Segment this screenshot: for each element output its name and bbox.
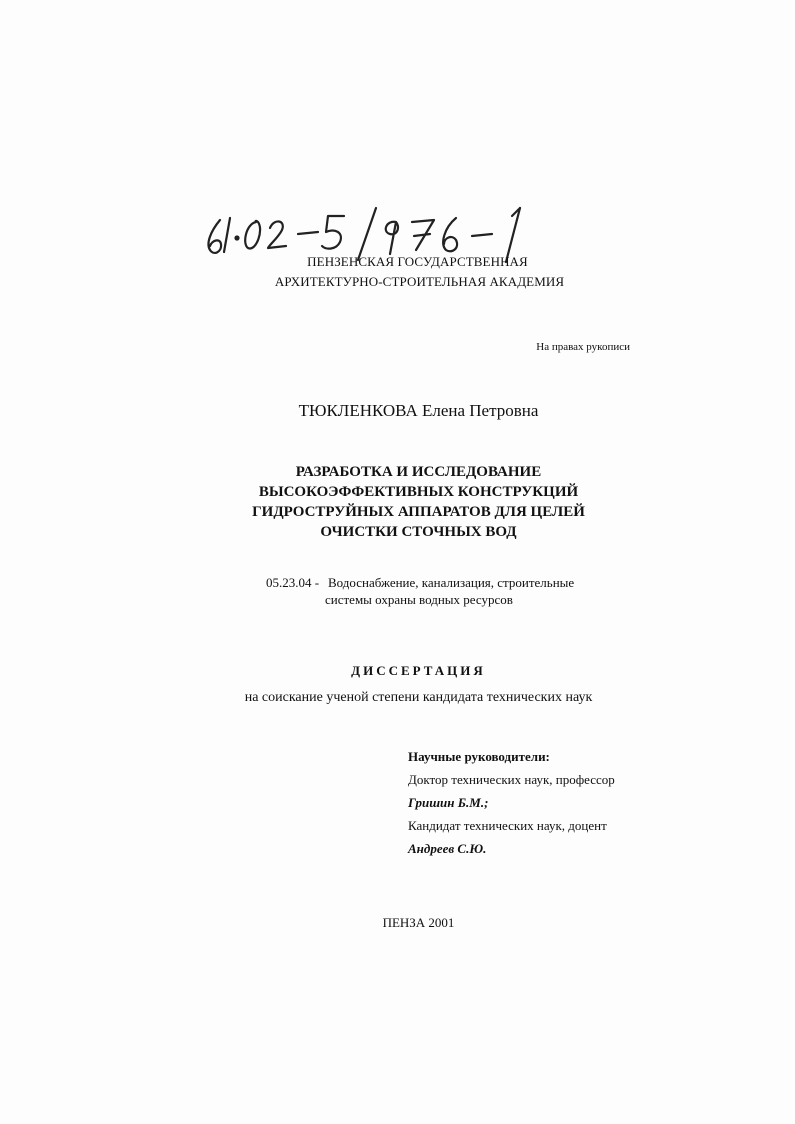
specialty-block	[266, 574, 574, 608]
dissertation-title	[0, 462, 795, 542]
specialty-code: 05.23.04 -	[266, 575, 320, 590]
title-line-3: ГИДРОСТРУЙНЫХ АППАРАТОВ ДЛЯ ЦЕЛЕЙ	[252, 504, 585, 520]
place-year: ПЕНЗА 2001	[382, 915, 455, 930]
title-line-1: РАЗРАБОТКА И ИССЛЕДОВАНИЕ	[295, 464, 542, 480]
supervisor-2-title: Кандидат технических наук, доцент	[408, 818, 607, 833]
rights-notice: На правах рукописи	[536, 341, 630, 353]
supervisor-1-title: Доктор технических наук, профессор	[408, 772, 615, 787]
supervisor-2-name: Андреев С.Ю.	[408, 841, 487, 856]
degree-subtitle: на соискание ученой степени кандидата технических наук	[244, 690, 593, 705]
specialty-line-2: системы охраны водных ресурсов	[325, 592, 513, 607]
institution-line-2: АРХИТЕКТУРНО-СТРОИТЕЛЬНАЯ АКАДЕМИЯ	[274, 274, 565, 289]
supervisor-1-name: Гришин Б.М.;	[408, 795, 489, 810]
author-name: ТЮКЛЕНКОВА Елена Петровна	[298, 401, 539, 420]
supervisors-block	[408, 748, 615, 863]
degree-label: ДИССЕРТАЦИЯ	[351, 663, 486, 678]
title-line-2: ВЫСОКОЭФФЕКТИВНЫХ КОНСТРУКЦИЙ	[258, 484, 579, 500]
specialty-line-1: Водоснабжение, канализация, строительные	[328, 575, 575, 590]
title-line-4: ОЧИСТКИ СТОЧНЫХ ВОД	[320, 524, 517, 540]
supervisors-heading: Научные руководители:	[408, 749, 550, 764]
institution-line-1: ПЕНЗЕНСКАЯ ГОСУДАРСТВЕННАЯ	[307, 254, 528, 269]
